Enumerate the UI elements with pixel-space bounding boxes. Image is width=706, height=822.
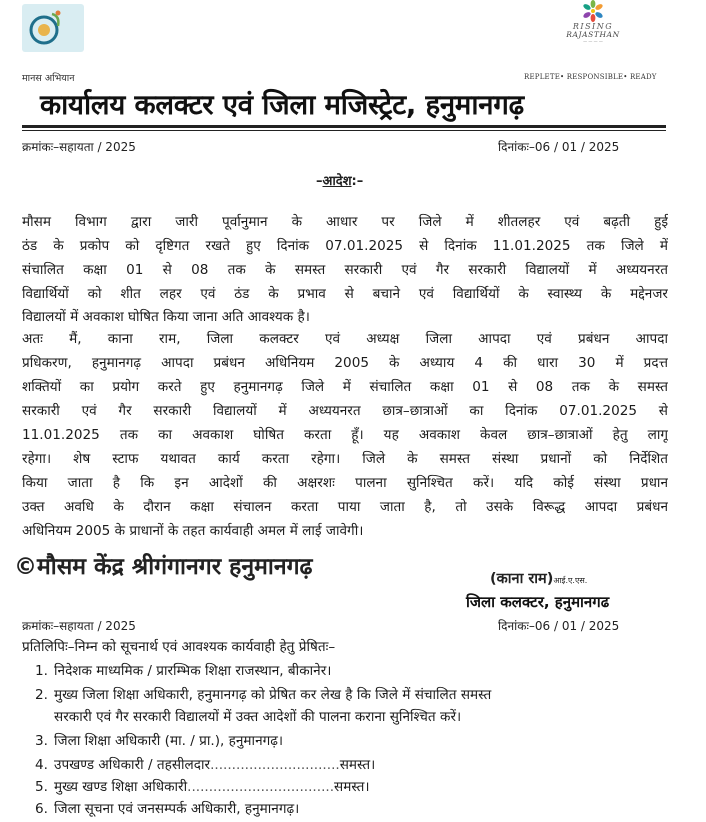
list-number: 3. <box>35 733 48 749</box>
copy-intro: प्रतिलिपिः–निम्न को सूचनार्थ एवं आवश्यक कार्यवाही हेतु प्रेषितः– <box>22 639 336 655</box>
office-title: कार्यालय कलक्टर एवं जिला मजिस्ट्रेट, हनुमानगढ़ <box>40 89 524 121</box>
list-item <box>22 685 491 705</box>
para-line: किया जाता है कि इन आदेशों की अक्षरशः पालना सुनिश्चित करें। यदि कोई संस्था प्रधान <box>22 475 668 491</box>
list-text: मुख्य खण्ड शिक्षा अधिकारी <box>54 779 188 795</box>
para-line: विद्यार्थियों को शीत लहर एवं ठंड के प्रभाव से बचाने एवं विद्यार्थियों के स्वास्थ्य के मद्देनजर <box>22 286 668 302</box>
abhiyan-label: मानस अभियान <box>22 73 75 84</box>
flower-logo-icon <box>578 0 608 22</box>
para-line: उक्त अवधि के दौरान कक्षा संचालन करता पाया जाता है, तो उसके विरूद्ध आपदा प्रबंधन <box>22 499 668 515</box>
para-line: विद्यालयों में अवकाश घोषित किया जाना अति आवश्यक है। <box>22 309 310 325</box>
signatory-suffix: आई.ए.एस. <box>553 576 588 585</box>
header-rule-thin <box>22 130 666 131</box>
signatory-name <box>490 568 587 588</box>
campaign-emblem-icon <box>22 4 84 52</box>
tagline: REPLETE• RESPONSIBLE• READY <box>524 73 657 81</box>
list-number: 4. <box>35 757 48 773</box>
signatory-name-text: (काना राम) <box>490 571 554 587</box>
list-item <box>22 661 331 681</box>
reference-date: दिनांकः–06 / 01 / 2025 <box>498 140 620 154</box>
para-line: 11.01.2025 तक का अवकाश घोषित करता हूँ। यह अवकाश केवल छात्र–छात्राओं हेतु लागू <box>22 427 668 443</box>
rising-rajasthan-logo <box>560 0 626 46</box>
list-text: मुख्य जिला शिक्षा अधिकारी, हनुमानगढ़ को प्रेषित कर लेख है कि जिले में संचालित समस्त <box>54 687 492 703</box>
list-item <box>22 799 299 819</box>
copy-reference-number: क्रमांकः–सहायता / 2025 <box>22 619 136 633</box>
para-line: शक्तियों का प्रयोग करते हुए हनुमानगढ़ जिले में संचालित कक्षा 01 से 08 तक के समस्त <box>22 379 668 395</box>
para-line: अधिनियम 2005 के प्राधानों के तहत कार्यवाही अमल में लाई जावेगी। <box>22 523 364 539</box>
header-rule-thick <box>22 125 666 128</box>
signatory-title: जिला कलक्टर, हनुमानगढ <box>466 593 610 611</box>
list-text: निदेशक माध्यमिक / प्रारम्भिक शिक्षा राजस्थान, बीकानेर। <box>54 663 332 679</box>
para-line: सरकारी एवं गैर सरकारी विद्यालयों में अध्ययनरत छात्र–छात्राओं का दिनांक 07.01.2025 से <box>22 403 668 419</box>
para-line: प्रधिकरण, हनुमानगढ़ आपदा प्रबंधन अधिनियम 2005 के अध्याय 4 की धारा 30 में प्रदत्त <box>22 355 668 371</box>
list-number: 2. <box>35 687 48 703</box>
list-item <box>22 755 375 775</box>
list-text: जिला शिक्षा अधिकारी (मा. / प्रा.), हनुमानगढ़। <box>54 733 284 749</box>
fill-dots: .............................. <box>210 757 340 773</box>
copy-reference-date: दिनांकः–06 / 01 / 2025 <box>498 619 620 633</box>
order-heading-text: आदेश <box>322 174 352 189</box>
order-heading: –आदेश:– <box>316 174 364 189</box>
list-text: जिला सूचना एवं जनसम्पर्क अधिकारी, हनुमानगढ़। <box>54 801 300 817</box>
list-item <box>22 731 283 751</box>
list-text: उपखण्ड अधिकारी / तहसीलदार <box>54 757 211 773</box>
list-number: 6. <box>35 801 48 817</box>
list-item-continuation: सरकारी एवं गैर सरकारी विद्यालयों में उक्त आदेशों की पालना कराना सुनिश्चित करें। <box>54 709 462 725</box>
rajasthan-text: RAJASTHAN <box>566 30 620 39</box>
reference-number: क्रमांकः–सहायता / 2025 <box>22 140 136 154</box>
list-item <box>22 777 370 797</box>
para-line: मौसम विभाग द्वारा जारी पूर्वानुमान के आधार पर जिले में शीतलहर एवं बढ़ती हुई <box>22 214 668 230</box>
rr-tagline-line: — — — — <box>583 39 603 44</box>
list-number: 1. <box>35 663 48 679</box>
para-line: संचालित कक्षा 01 से 08 तक के समस्त सरकारी एवं गैर सरकारी विद्यालयों में अध्ययनरत <box>22 262 668 278</box>
list-tail: समस्त। <box>339 757 376 773</box>
weather-centre-watermark: ©मौसम केंद्र श्रीगंगानगर हनुमानगढ़ <box>14 554 313 580</box>
list-number: 5. <box>35 779 48 795</box>
list-tail: समस्त। <box>334 779 370 795</box>
para-line: रहेगा। शेष स्टाफ यथावत कार्य करता रहेगा। जिले के समस्त संस्था प्रधानों को निर्देशित <box>22 451 668 467</box>
para-line: ठंड के प्रकोप को दृष्टिगत रखते हुए दिनांक 07.01.2025 से दिनांक 11.01.2025 तक जिले में <box>22 238 668 254</box>
rising-text: RISING <box>572 22 614 31</box>
fill-dots: .................................. <box>187 779 335 795</box>
para-line: अतः मैं, काना राम, जिला कलक्टर एवं अध्यक्ष जिला आपदा एवं प्रबंधन आपदा <box>22 331 668 347</box>
campaign-logo <box>22 4 84 52</box>
